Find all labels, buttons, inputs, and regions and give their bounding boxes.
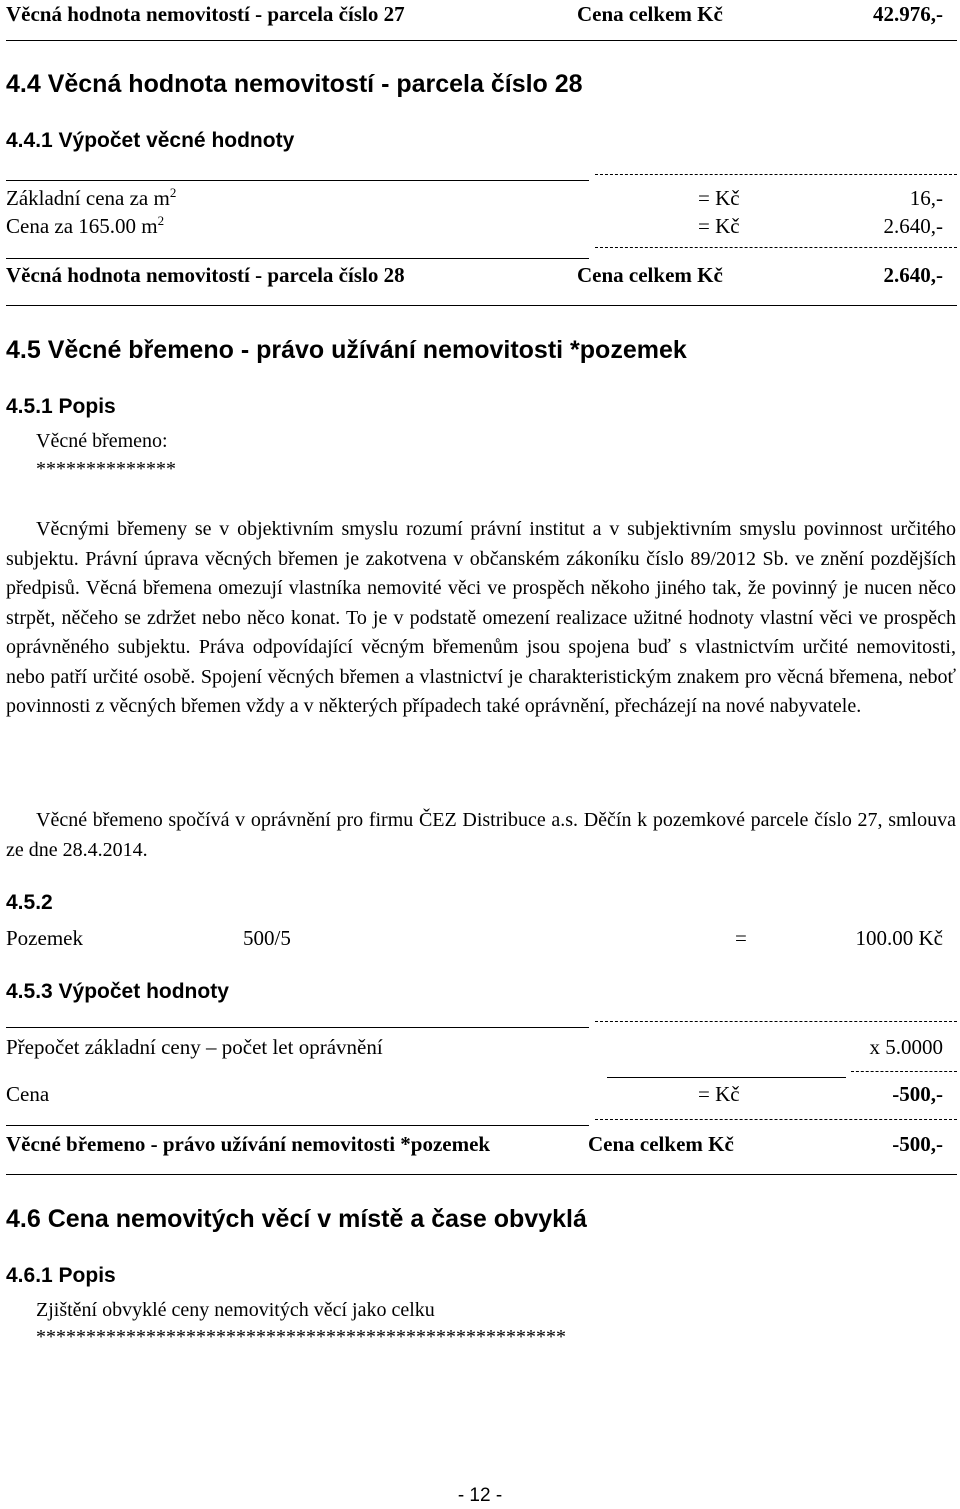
easement-total-value: -500,- — [892, 1132, 943, 1156]
table-left-rule — [6, 1027, 589, 1028]
price-label: Cena — [6, 1082, 50, 1106]
recalc-value: x 5.0000 — [869, 1035, 943, 1059]
divider-rule — [6, 40, 957, 41]
section-4-5-heading: 4.5 Věcné břemeno - právo užívání nemovitosti *pozemek — [6, 336, 687, 364]
parcel-27-summary-label: Věcná hodnota nemovitostí - parcela číslo 27 — [6, 2, 405, 26]
base-price-label: Základní cena za $m^2$ — [6, 185, 177, 210]
recalc-label: Přepočet základní ceny – počet let oprávnění — [6, 1035, 383, 1059]
section-4-5-1-heading: 4.5.1 Popis — [6, 395, 116, 418]
table-dashed-rule — [595, 1119, 957, 1120]
easement-stars: ************** — [36, 458, 176, 480]
table-left-rule — [607, 1077, 846, 1078]
easement-total-label: Cena celkem Kč — [588, 1132, 734, 1156]
parcel-28-total-label: Cena celkem Kč — [577, 263, 723, 287]
section-4-5-2-heading: 4.5.2 — [6, 891, 53, 914]
section-4-6-heading: 4.6 Cena nemovitých věcí v místě a čase obvyklá — [6, 1205, 587, 1233]
table-left-rule — [6, 258, 589, 259]
divider-rule — [6, 305, 957, 306]
table-dashed-rule — [595, 174, 957, 175]
parcel-28-total-value: 2.640,- — [883, 263, 943, 287]
base-price-value: 16,- — [909, 186, 943, 210]
parcel-27-total-value: 42.976,- — [873, 2, 943, 26]
price-value: -500,- — [892, 1082, 943, 1106]
usual-price-stars: ***************************************************** — [36, 1326, 566, 1348]
page-number: - 12 - — [457, 1485, 503, 1506]
land-label: Pozemek — [6, 926, 83, 950]
section-4-4-heading: 4.4 Věcná hodnota nemovitostí - parcela číslo 28 — [6, 70, 583, 98]
price-unit: = Kč — [698, 1082, 740, 1106]
table-dashed-rule — [595, 1021, 957, 1022]
table-dashed-rule — [851, 1071, 957, 1072]
base-price-unit: = Kč — [698, 186, 740, 210]
divider-rule — [6, 1174, 957, 1175]
land-equals: = — [735, 926, 747, 950]
area-price-unit: = Kč — [698, 214, 740, 238]
parcel-28-summary-label: Věcná hodnota nemovitostí - parcela číslo 28 — [6, 263, 405, 287]
section-4-5-3-heading: 4.5.3 Výpočet hodnoty — [6, 980, 229, 1003]
table-dashed-rule — [595, 247, 957, 248]
area-price-value: 2.640,- — [883, 214, 943, 238]
table-left-rule — [6, 1125, 589, 1126]
usual-price-label: Zjištění obvyklé ceny nemovitých věcí jako celku — [36, 1299, 435, 1321]
table-left-rule — [6, 180, 589, 181]
easement-detail: Věcné břemeno spočívá v oprávnění pro firmu ČEZ Distribuce a.s. Děčín k pozemkové parcele číslo 27, smlouva ze dne 28.4.2014. — [6, 809, 956, 861]
section-4-6-1-heading: 4.6.1 Popis — [6, 1264, 116, 1287]
easement-summary-label: Věcné břemeno - právo užívání nemovitosti *pozemek — [6, 1132, 491, 1156]
area-price-label: Cena za 165.00 $m^2$ — [6, 213, 165, 238]
section-4-4-1-heading: 4.4.1 Výpočet věcné hodnoty — [6, 129, 295, 152]
land-fraction: 500/5 — [243, 926, 291, 950]
land-value: 100.00 Kč — [855, 926, 943, 950]
easement-description: Věcnými břemeny se v objektivním smyslu rozumí právní institut a v subjektivním smyslu povinnost určitého subjektu. Právní úprava věcných břemen je zakotvena v občanském zákoníku číslo 89/2012 Sb. ve znění pozdějších předpisů. Věcná břemena omezují vlastníka nemovité věci ve prospěch někoho jiného tak, že povinný je nucen něco strpět, něčeho se zdržet nebo něco konat. To je v podstatě omezení realizace užitné hodnoty vlastní věci ve prospěch oprávněného subjektu. Práva odpovídající věcným břemenům jsou spojena buď s vlastnictvím určité nemovitosti, nebo patří určité osobě. Spojení věcných břemen a vlastnictví je charakteristickým znakem pro věcná břemena, neboť povinnosti z věcných břemen vždy a v některých případech také oprávnění, přecházejí na nové nabyvatele. — [6, 518, 956, 717]
easement-label: Věcné břemeno: — [36, 430, 168, 452]
parcel-27-total-label: Cena celkem Kč — [577, 2, 723, 26]
